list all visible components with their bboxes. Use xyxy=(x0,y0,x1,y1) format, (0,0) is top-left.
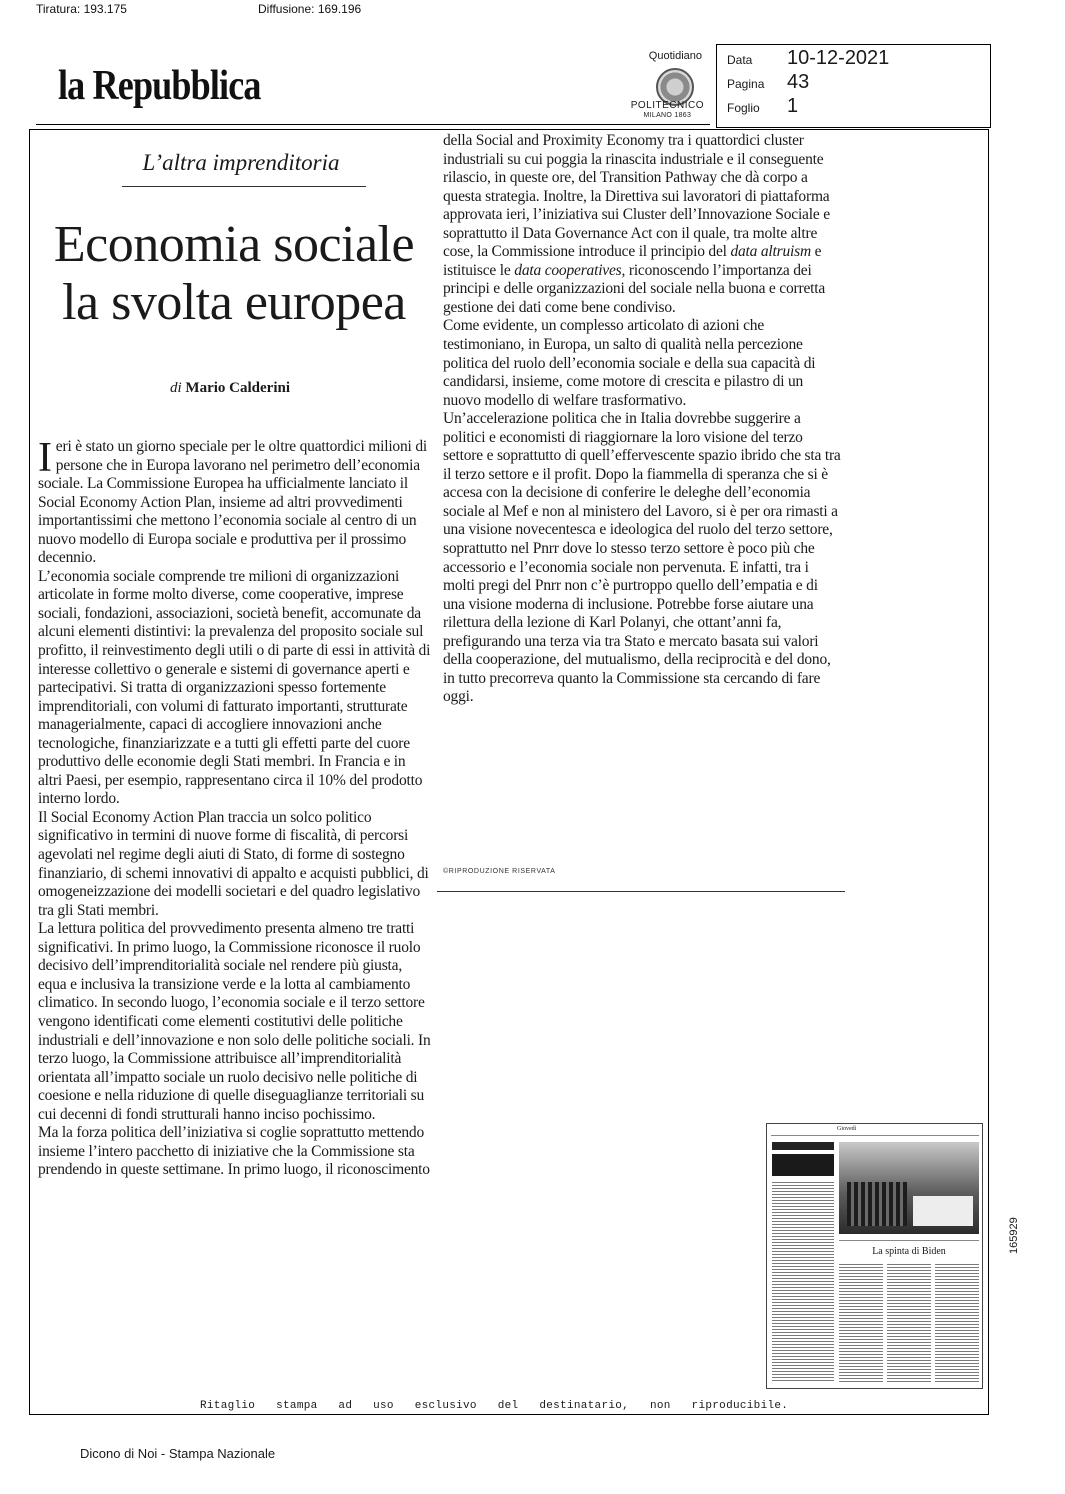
page-value: 43 xyxy=(787,71,810,93)
thumbnail-text-column xyxy=(772,1182,834,1382)
article-headline xyxy=(34,216,434,332)
politecnico-name: POLITECNICO xyxy=(630,100,704,111)
paragraph xyxy=(443,132,843,317)
politecnico-subtitle: MILANO 1863 xyxy=(643,112,692,119)
sheet-row xyxy=(727,95,798,118)
newspaper-logo: la Repubblica xyxy=(58,63,261,109)
paragraph: Un’accelerazione politica che in Italia dovrebbe suggerire a politici e economisti di riaggiornare la loro visione del terzo settore e soprattutto di quell’effervescente spazio ibrido che sta tra il terzo settore e il profit. Dopo la fiammella di speranza che si è accesa con la decisione di conferire le deleghe dell’economia sociale al Mef e non al ministero del Lavoro, si è per ora rimasti a una visione novecentesca e ideologica del ruolo del terzo settore, soprattutto nel Pnrr dove lo stesso terzo settore è poco più che accessorio e l’economia sociale non pervenuta. E infatti, tra i molti pregi del Pnrr non c’è purtroppo quello dell’empatia e di una visione moderna di inclusione. Potrebbe forse aiutare una rilettura della lezione di Karl Polanyi, che ottant’anni fa, prefigurando una terza via tra Stato e mercato basata sui valori della cooperazione, del mutualismo, della reciprocità e del dono, in tutto precorreva quanto la Commissione sta cercando di fare oggi. xyxy=(443,410,841,706)
byline-author: Mario Calderini xyxy=(185,380,290,396)
article-kicker: L’altra imprenditoria xyxy=(142,150,340,175)
italic-term: data altruism xyxy=(730,243,811,261)
paragraph: L’economia sociale comprende tre milioni di organizzazioni articolate in forme molto diverse, come cooperative, imprese sociali, fondazioni, associazioni, società benefit, accomunate da alcuni elementi distintivi: la prevalenza del proposito sociale sul profitto, il reinvestimento degli utili o di parte di essi in attività di interesse collettivo o generale e sistemi di governance aperti e partecipativi. Si tratta di organizzazioni spesso fortemente imprenditoriali, con volumi di fatturato importanti, strutturate managerialmente, capaci di accogliere innovazioni anche tecnologiche, finanziarizzate e a tutti gli effetti parte del cuore produttivo delle economie degli Stati membri. In Francia e in altri Paesi, per esempio, rappresentano circa il 10% del prodotto interno lordo. xyxy=(38,567,431,808)
thumbnail-rule xyxy=(839,1240,979,1241)
thumbnail-photo xyxy=(839,1142,979,1234)
paragraph: La lettura politica del provvedimento presenta almeno tre tratti significativi. In primo luogo, la Commissione riconosce il ruolo decisivo dell’imprenditorialità sociale nel rendere più giusta, equa e inclusiva la transizione verde e la lotta al cambiamento climatico. In secondo luogo, l’economia sociale e il terzo settore vengono identificati come elementi costitutivi delle politiche industriali e dell’innovazione e non solo delle politiche sociali. In terzo luogo, la Commissione attribuisce all’imprenditorialità orientata all’impatto sociale un ruolo decisivo nelle politiche di coesione e nella riduzione di quelle diseguaglianze territoriali su cui decenni di fondi strutturali hanno inciso pochissimo. xyxy=(38,920,431,1123)
paragraph-text: della Social and Proximity Economy tra i quattordici cluster industriali su cui poggia la rinascita industriale e il conseguente rilascio, in queste ore, del Transition Pathway che dà corpo a questa strategia. Inoltre, la Direttiva sui lavoratori di piattaforma approvata ieri, l’iniziativa sui Cluster dell’Innovazione Sociale e soprattutto il Data Governance Act con il quale, tra molte altre cose, la Commissione introduce il principio del xyxy=(443,132,830,261)
page-row xyxy=(727,71,809,94)
thumbnail-text-column xyxy=(839,1264,883,1384)
thumbnail-text-column xyxy=(887,1264,931,1384)
italic-term: data cooperatives, xyxy=(514,261,626,279)
thumbnail-headline-block xyxy=(772,1154,834,1176)
thumbnail-photo-caption xyxy=(913,1196,973,1226)
drop-cap: I xyxy=(38,435,52,481)
clipping-code: 165929 xyxy=(1008,1217,1020,1254)
paragraph: Il Social Economy Action Plan traccia un solco politico significativo in termini di nuove forme di fiscalità, di percorsi agevolati nel regime degli aiuti di Stato, di forme di sostegno finanziario, di schemi innovativi di appalto e acquisti pubblici, di omogeneizzazione dei modelli societari e del quadro legislativo tra gli Stati membri. xyxy=(38,808,429,919)
masthead xyxy=(36,40,710,125)
footer-divider xyxy=(29,1414,989,1415)
headline-line-2: la svolta europea xyxy=(62,274,406,331)
page-thumbnail xyxy=(766,1123,983,1389)
thumbnail-photo-crowd xyxy=(847,1182,907,1226)
copyright-notice: ©RIPRODUZIONE RISERVATA xyxy=(443,868,556,875)
issue-info-box xyxy=(716,44,991,128)
paragraph: Come evidente, un complesso articolato di azioni che testimoniano, in Europa, un salto di qualità nella percezione politica del ruolo dell’economia sociale e della sua capacità di candidarsi, insieme, come motore di crescita e pilastro di un nuovo modello di welfare trasformativo. xyxy=(443,317,816,409)
footer-disclaimer: Ritaglio stampa ad uso esclusivo del destinatario, non riproducibile. xyxy=(200,1400,789,1412)
paragraph-text: e istituisce le xyxy=(443,243,822,279)
headline-line-1: Economia sociale xyxy=(53,216,415,273)
date-label: Data xyxy=(727,53,753,67)
tiratura-label: Tiratura: 193.175 xyxy=(36,2,127,16)
paragraph xyxy=(38,435,433,568)
politecnico-label xyxy=(631,101,704,121)
thumbnail-rule xyxy=(771,1135,979,1136)
sheet-label: Foglio xyxy=(727,101,760,115)
thumbnail-kicker-block xyxy=(772,1142,834,1150)
byline xyxy=(100,380,360,397)
byline-prefix: di xyxy=(170,380,182,396)
page-label: Pagina xyxy=(727,77,765,91)
paragraph-text: riconoscendo l’importanza dei principi e delle organizzazioni del sociale nella buona e corretta gestione dei dati come bene condiviso. xyxy=(443,261,826,316)
date-value: 10-12-2021 xyxy=(787,47,890,69)
thumbnail-header: Giovedì xyxy=(837,1126,857,1132)
diffusione-label: Diffusione: 169.196 xyxy=(258,2,362,16)
article-column-2 xyxy=(443,132,843,707)
column-end-divider xyxy=(437,891,845,892)
source-label: Dicono di Noi - Stampa Nazionale xyxy=(80,1446,276,1461)
article-column-1 xyxy=(38,435,433,1180)
paragraph-text: eri è stato un giorno speciale per le oltre quattordici milioni di persone che in Europa lavorano nel perimetro dell’economia sociale. La Commissione Europea ha ufficialmente lanciato il Social Economy Action Plan, insieme ad altri provvedimenti importantissimi che mettono l’economia sociale al centro di un nuovo modello di Europa sociale e produttiva per il prossimo decennio. xyxy=(38,438,427,567)
thumbnail-text-column xyxy=(935,1264,979,1384)
kicker-divider xyxy=(122,186,366,187)
date-row xyxy=(727,47,889,70)
sheet-value: 1 xyxy=(787,95,799,117)
quotidiano-label: Quotidiano xyxy=(648,50,702,62)
thumbnail-title: La spinta di Biden xyxy=(872,1246,946,1257)
paragraph: Ma la forza politica dell’iniziativa si coglie soprattutto mettendo insieme l’intero pacchetto di iniziative che la Commissione sta prendendo in queste settimane. In primo luogo, il riconoscimento xyxy=(38,1124,430,1179)
